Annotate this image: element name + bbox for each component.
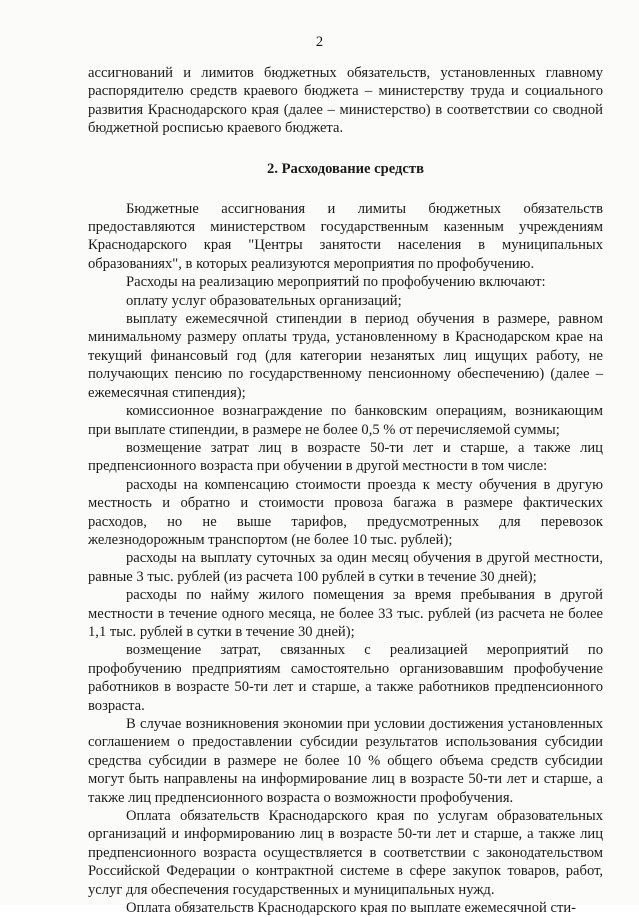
paragraph: В случае возникновения экономии при условии достижения установленных соглашением о предоставлении субсидии результатов использования субсидии средства субсидии в размере не более 10 % общего объема средств субсидии могут быть направлены на информирование лиц в возрасте 50-ти лет и старше, а также лиц предпенсионного возраста о возможности профобучения. [88,716,603,806]
paragraph: возмещение затрат лиц в возрасте 50-ти лет и старше, а также лиц предпенсионного возраста при обучении в другой местности в том числе: [88,439,603,475]
paragraph: расходы на выплату суточных за один месяц обучения в другой местности, равные 3 тыс. рублей (из расчета 100 рублей в сутки в течение 30 дней); [88,550,603,585]
paragraph-truncated: Оплата обязательств Краснодарского края по выплате ежемесячной сти- [126,900,577,917]
paragraph: расходы по найму жилого помещения за время пребывания в другой местности в течение одного месяца, не более 33 тыс. рублей (из расчета не более 1,1 тыс. рублей в сутки в течение 30 дней); [88,587,603,640]
paragraph: Расходы на реализацию мероприятий по профобучению включают: [126,274,546,291]
paragraph: оплату услуг образовательных организаций; [126,292,402,309]
section-heading: 2. Расходование средств [267,160,424,177]
page-number: 2 [315,34,324,50]
paragraph-continuation: ассигнований и лимитов бюджетных обязательств, установленных главному распорядителю средств краевого бюджета – министерству труда и социального развития Краснодарского края (далее – министерство) в соответствии со сводной бюджетной росписью краевого бюджета. [88,65,603,137]
document-body [88,64,603,917]
paragraph: Бюджетные ассигнования и лимиты бюджетных обязательств предоставляются министерством государственным казенным учреждениям Краснодарского края "Центры занятости населения в муниципальных образованиях", в которых реализуются мероприятия по профобучению. [88,200,603,272]
paragraph: Оплата обязательств Краснодарского края по услугам образовательных организаций и информированию лиц в возрасте 50-ти лет и старше, а также лиц предпенсионного возраста осуществляется в соответствии с законодательством Российской Федерации о контрактной системе в сфере закупок товаров, работ, услуг для обеспечения государственных и муниципальных нужд. [88,808,603,898]
paragraph: комиссионное вознаграждение по банковским операциям, возникающим при выплате стипендии, в размере не более 0,5 % от перечисляемой суммы; [88,403,603,438]
paragraph: расходы на компенсацию стоимости проезда к месту обучения в другую местность и обратно и стоимости провоза багажа в размере фактических расходов, но не выше тарифов, предусмотренных для перевозок железнодорожным транспортом (не более 10 тыс. рублей); [88,476,603,548]
paragraph: возмещение затрат, связанных с реализацией мероприятий по профобучению предприятиям самостоятельно организовавшим профобучение работников в возрасте 50-ти лет и старше, а также работников предпенсионного возраста. [88,642,603,714]
paragraph: выплату ежемесячной стипендии в период обучения в размере, равном минимальному размеру оплаты труда, установленному в Краснодарском крае на текущий финансовый год (для категории незанятых лиц ищущих работу, не получающих пенсию по государственному пенсионному обеспечению) (далее – ежемесячная стипендия); [88,311,603,401]
